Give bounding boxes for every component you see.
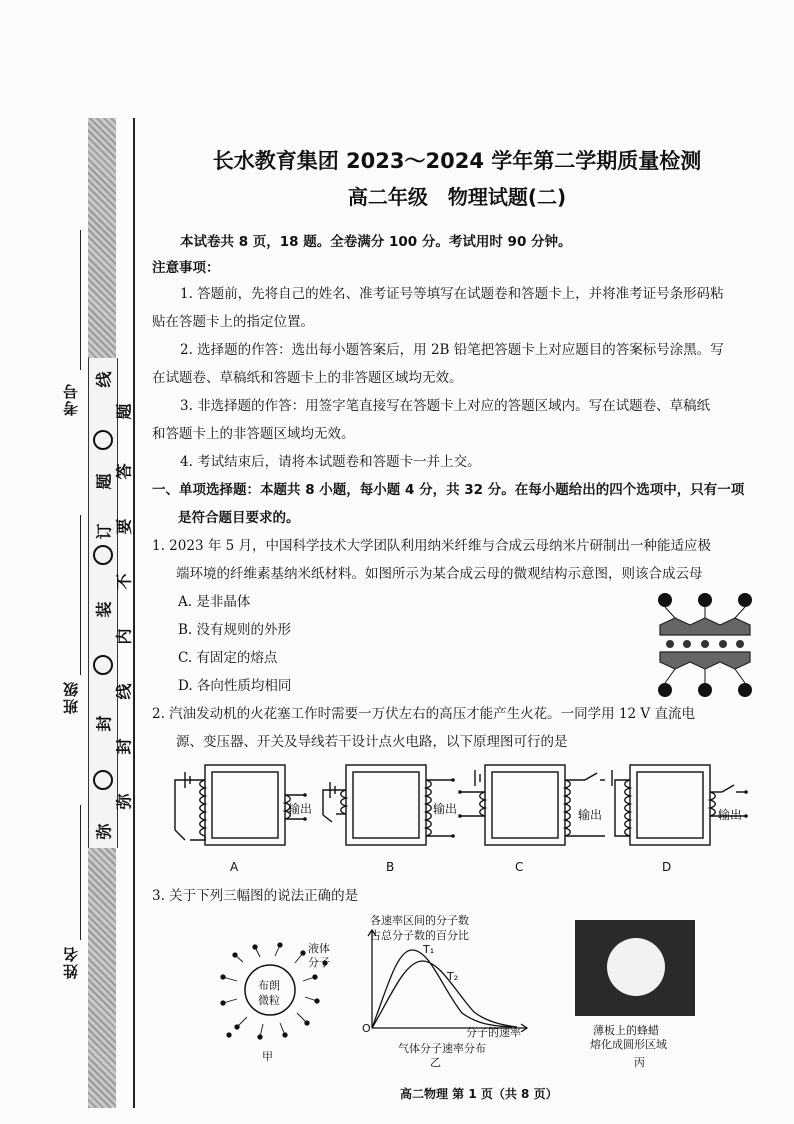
q1-stem-line-1: 1. 2023 年 5 月，中国科学技术大学团队利用纳米纤维与合成云母纳米片研制出一种能适应极 (152, 538, 711, 554)
class-underline[interactable] (80, 515, 81, 675)
seal-char: 弥 (114, 793, 134, 810)
margin-border-line (133, 118, 135, 1108)
seal-circle (93, 430, 113, 450)
seal-char: 线 (114, 683, 134, 700)
name-underline[interactable] (80, 805, 81, 940)
wax-melt-circle (607, 938, 665, 996)
note-4: 4. 考试结束后，请将本试题卷和答题卡一并上交。 (180, 454, 481, 470)
fig2-t2-label: T₂ (447, 970, 459, 983)
circuit-c-label: C (515, 860, 524, 874)
exam-id-label: 考号 (62, 382, 80, 416)
fig2-caption: 乙 (430, 1056, 441, 1069)
seal-char: 答 (114, 463, 134, 480)
section-1-heading-line-2: 是符合题目要求的。 (178, 510, 300, 526)
fig2-origin-label: O (362, 1022, 371, 1035)
q1-option-a[interactable]: A. 是非晶体 (178, 594, 251, 610)
circuit-b-label: B (386, 860, 395, 874)
note-3-line-2: 和答题卡上的非答题区域均无效。 (152, 426, 355, 442)
class-label: 班级 (62, 680, 80, 714)
note-1-line-1: 1. 答题前，先将自己的姓名、准考证号等填写在试题卷和答题卡上，并将准考证号条形码粘 (180, 286, 724, 302)
circuit-c-output-right-label: 输出 (578, 808, 603, 822)
fig3-caption: 丙 (634, 1056, 645, 1069)
q1-option-d[interactable]: D. 各向性质均相同 (178, 678, 292, 694)
fig3-text-2: 熔化成圆形区域 (590, 1038, 667, 1051)
page-footer: 高二物理 第 1 页（共 8 页） (400, 1087, 558, 1101)
fig1-liquid-label-2: 分子 (308, 956, 330, 969)
notes-heading: 注意事项： (152, 260, 220, 276)
seal-char: 装 (94, 601, 114, 618)
fig2-t1-label: T₁ (423, 943, 435, 956)
seal-circle (93, 545, 113, 565)
seal-char: 弥 (94, 823, 114, 840)
name-label: 姓名 (62, 945, 80, 979)
circuit-d-output-label: 输出 (718, 808, 743, 822)
seal-char: 封 (94, 715, 114, 732)
q3-stem: 3. 关于下列三幅图的说法正确的是 (152, 888, 359, 904)
q2-stem-line-1: 2. 汽油发动机的火花塞工作时需要一万伏左右的高压才能产生火花。一同学用 12 V 直流电 (152, 706, 695, 722)
exam-id-underline[interactable] (80, 230, 81, 370)
note-3-line-1: 3. 非选择题的作答：用签字笔直接写在答题卡上对应的答题区域内。写在试题卷、草稿纸 (180, 398, 711, 414)
seal-char: 内 (114, 628, 134, 645)
fig1-particle-label-2: 微粒 (258, 994, 280, 1007)
seal-char: 题 (114, 403, 134, 420)
circuit-c-output-left-label: 输出 (433, 802, 458, 816)
seal-char: 题 (94, 473, 114, 490)
fig1-particle-label-1: 布朗 (258, 979, 280, 992)
fig2-xlabel: 分子的速率 (466, 1026, 521, 1039)
note-2-line-2: 在试题卷、草稿纸和答题卡上的非答题区域均无效。 (152, 370, 463, 386)
circuit-a-label: A (230, 860, 239, 874)
q1-option-b[interactable]: B. 没有规则的外形 (178, 622, 292, 638)
fig2-title: 气体分子速率分布 (398, 1042, 486, 1055)
note-2-line-1: 2. 选择题的作答：选出每小题答案后，用 2B 铅笔把答题卡上对应题目的答案标号涂黑。写 (180, 342, 724, 358)
section-1-heading-line-1: 一、单项选择题：本题共 8 小题，每小题 4 分，共 32 分。在每小题给出的四个选项中，只有一项 (152, 482, 745, 498)
fig1-caption: 甲 (262, 1050, 273, 1063)
exam-title: 长水教育集团 2023～2024 学年第二学期质量检测 (212, 149, 702, 173)
circuit-a-output-label: 输出 (288, 802, 313, 816)
seal-char: 要 (114, 518, 134, 535)
exam-subtitle: 高二年级 物理试题(二) (347, 185, 567, 209)
seal-char: 封 (114, 738, 134, 755)
circuit-d-label: D (662, 860, 672, 874)
seal-circle (93, 655, 113, 675)
fig2-ylabel-2: 占总分子数的百分比 (370, 929, 469, 942)
q2-stem-line-2: 源、变压器、开关及导线若干设计点火电路，以下原理图可行的是 (176, 734, 568, 750)
q1-option-c[interactable]: C. 有固定的熔点 (178, 650, 278, 666)
note-1-line-2: 贴在答题卡上的指定位置。 (152, 314, 314, 330)
fig2-ylabel-1: 各速率区间的分子数 (370, 914, 469, 927)
margin-gray-band-bottom (88, 848, 116, 1108)
seal-circle (93, 770, 113, 790)
q1-stem-line-2: 端环境的纤维素基纳米纸材料。如图所示为某合成云母的微观结构示意图，则该合成云母 (176, 566, 703, 582)
fig3-text-1: 薄板上的蜂蜡 (593, 1024, 659, 1037)
seal-char: 订 (94, 523, 114, 540)
exam-summary: 本试卷共 8 页，18 题。全卷满分 100 分。考试用时 90 分钟。 (180, 234, 572, 250)
wax-plate-figure (575, 920, 695, 1016)
seal-char: 线 (94, 371, 114, 388)
fig1-liquid-label-1: 液体 (308, 942, 330, 955)
seal-char: 不 (114, 573, 134, 590)
mica-structure-figure (655, 590, 755, 700)
